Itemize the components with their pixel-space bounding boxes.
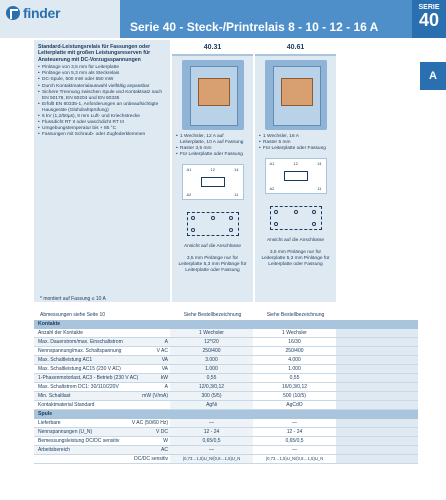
relay-photo	[182, 60, 244, 130]
pin-note: 3,5 mm Pinlänge nur für Leiterplatte 5,3 mm Pinlänge für Leiterplatte oder Fassung	[261, 250, 330, 267]
pin-dot	[211, 216, 215, 220]
title-bar	[120, 0, 412, 38]
table-row: Max. Schaltleistung AC1 VA 3.000 4.000	[34, 356, 418, 365]
series-badge	[412, 0, 446, 38]
table-row: Max. Schaltstrom DC1: 30/110/220V A 12/0,3/0,12 16/0,3/0,12	[34, 383, 418, 392]
table-row: Kontaktmaterial Standard AgNi AgCdO	[34, 401, 418, 410]
brand-logo	[6, 5, 60, 21]
spec-table	[34, 320, 418, 464]
product-code: 40.31	[172, 40, 253, 56]
dimensions-label: Abmessungen siehe Seite 10	[40, 312, 106, 318]
table-row: Max. Schaltleistung AC15 (230 V AC) VA 1.000 1.000	[34, 365, 418, 374]
list-item: • Durch Kontaktmaterialauswahl vielfältig anpassbar	[38, 84, 166, 90]
pin-dot	[229, 216, 233, 220]
series-number: 40	[418, 10, 440, 30]
pin-footprint	[264, 200, 328, 238]
pin-dot	[229, 228, 233, 232]
product-code: 40.61	[255, 40, 336, 56]
product-features	[255, 134, 336, 152]
pin-note: 3,5 mm Pinlänge nur für Leiterplatte 5,3 mm Pinlänge für Leiterplatte oder Fassung	[178, 256, 247, 273]
pin-dot	[274, 210, 278, 214]
list-item: • 1 Wechsler, 16 A	[259, 134, 332, 140]
product-features	[172, 134, 253, 158]
coil-symbol	[284, 171, 308, 181]
contacts-section-header: Kontakte	[34, 320, 418, 329]
list-item: • Raster 3,5 mm	[176, 146, 249, 152]
pin-dot	[274, 222, 278, 226]
list-item: • Umgebungstemperatur bis + 85 °C	[38, 126, 166, 132]
table-row: DC/DC sensitiv (0,73…1,5)U_N/(0,8…1,5)U_N (0,73…1,5)U_N/(0,8…1,5)U_N	[34, 455, 418, 464]
brand-logo-icon	[6, 6, 20, 20]
coil-symbol	[201, 177, 225, 187]
list-item: • 1 Wechsler, 12 A auf Leiterplatte, 10 A auf Fassung	[176, 134, 249, 146]
mount-note: * montiert auf Fassung ≤ 10 A	[40, 296, 106, 302]
coil-section-header: Spule	[34, 410, 418, 419]
table-row: Min. Schaltlast mW (V/mA) 300 (5/5) 500 (10/5)	[34, 392, 418, 401]
list-item: • Pinlänge von 5,3 mm als Steckrelais	[38, 71, 166, 77]
product-column-40-61	[255, 40, 336, 302]
view-note: Ansicht auf die Anschlüsse	[266, 238, 325, 243]
pin-dot	[294, 210, 298, 214]
relay-photo	[265, 60, 327, 130]
dimensions-value: Siehe Bestellbezeichnung	[266, 312, 325, 318]
list-item: • Für Leiterplatte oder Fassung	[176, 152, 249, 158]
wiring-diagram: A1 12 14 A2 11	[182, 164, 244, 200]
pin-dot	[191, 216, 195, 220]
list-item: • Für Leiterplatte oder Fassung	[259, 146, 332, 152]
page-title: Serie 40 - Steck-/Printrelais 8 - 10 - 12 - 16 A	[130, 20, 379, 34]
list-item: • Raster 5 mm	[259, 140, 332, 146]
dimensions-value: Siehe Bestellbezeichnung	[183, 312, 242, 318]
table-row: Bemessungsleistung DC/DC sensitiv W 0,65/0,5 0,65/0,5	[34, 437, 418, 446]
series-label: SERIE	[418, 4, 440, 11]
table-row: Lieferbare V AC (50/60 Hz) — —	[34, 419, 418, 428]
product-column-40-31	[172, 40, 253, 302]
table-row: Nennspannung/max. Schaltspannung V AC 250/400 250/400	[34, 347, 418, 356]
pin-dot	[191, 228, 195, 232]
list-item: • Sichere Trennung zwischen Spule und Kontaktsatz nach EN 50178, EN 60204 und EN 60335	[38, 90, 166, 102]
table-row: Arbeitsbereich AC — —	[34, 446, 418, 455]
list-item: • Flussdicht RT II oder waschdicht RT III	[38, 120, 166, 126]
table-row: 1-Phasenmotorlast, AC3 - Betrieb (230 V AC) kW 0,55 0,55	[34, 374, 418, 383]
pin-dot	[312, 210, 316, 214]
page-header	[0, 0, 446, 38]
list-item: • Erfüllt EN 60335-1, Anforderungen an unbeaufsichtigte Hausgeräte (Glühdrahtprüfung)	[38, 102, 166, 114]
brand-name: finder	[23, 5, 61, 21]
table-row: Max. Dauerstrom/max. Einschaltstrom A 12*/20 16/30	[34, 338, 418, 347]
pin-dot	[312, 222, 316, 226]
pin-footprint	[181, 206, 245, 244]
list-item: • Pinlänge von 3,5 mm für Leiterplatte	[38, 65, 166, 71]
wiring-diagram: A1 12 14 A2 11	[265, 158, 327, 194]
list-item: • Fassungen mit Schraub- oder Zugfederklemmen	[38, 132, 166, 138]
view-note: Ansicht auf die Anschlüsse	[183, 244, 242, 249]
list-item: • DC-Spule, 500 mW oder 650 mW	[38, 77, 166, 83]
intro-panel	[34, 40, 170, 302]
table-row: Nennspannungen (U_N) V DC 12 - 24 12 - 24	[34, 428, 418, 437]
logo-area	[0, 0, 120, 38]
intro-heading: Standard-Leistungsrelais für Fassungen oder Leiterplatte mit großen Leistungsreserven für Ansteuerung mit DC-Vorzugsspannungen	[38, 44, 151, 63]
section-tab: A	[420, 62, 446, 90]
list-item: • 6 kV (1,2/50µs), 8 mm Luft- und Kriechstrecke	[38, 114, 166, 120]
feature-list	[38, 65, 166, 138]
table-row: Anzahl der Kontakte 1 Wechsler 1 Wechsler	[34, 329, 418, 338]
